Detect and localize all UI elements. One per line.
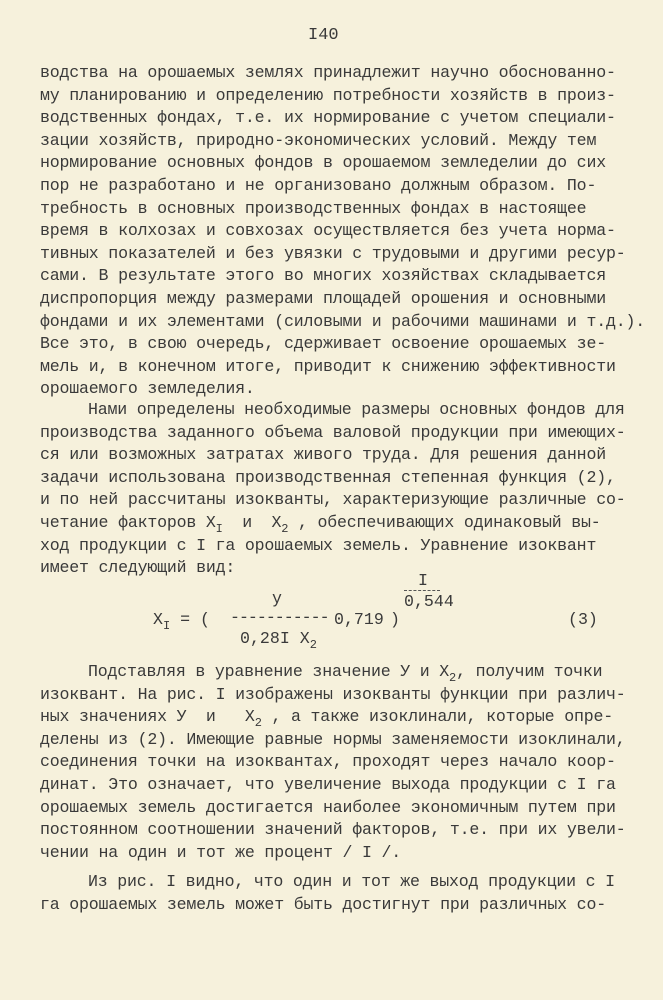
text-line [40,512,625,535]
text-line: орошаемого земледелия. [40,379,255,399]
formula-fraction-bar: ----------- [230,608,329,627]
formula-lhs [153,610,211,633]
text: Подставляя в уравнение значение У и X [88,662,450,681]
text-line: фондами и их элементами (силовыми и рабочими машинами и т.д.). [40,311,645,331]
text-line: мель и, в конечном итоге, приводит к снижению эффективности [40,356,616,376]
text-line: и по ней рассчитаны изокванты, характеризующие различные со- [40,490,626,510]
text-line: динат. Это означает, что увеличение выхода продукции с I га [40,774,616,794]
text-line: ся или возможных затратах живого труда. Для решения данной [40,445,606,465]
text-line: сами. В результате этого во многих хозяйствах складывается [40,266,606,286]
subscript: I [215,521,223,536]
paragraph-2 [40,399,625,580]
text: 0,28I X [240,629,310,648]
text-line: га орошаемых земель может быть достигнут при различных со- [40,894,606,914]
text-line: чении на один и тот же процент / I /. [40,842,402,862]
text: , обеспечивающих одинаковый вы- [288,512,601,532]
text-line: задачи использована производственная степенная функция (2), [40,467,616,487]
text: X [153,610,163,629]
subscript: 2 [281,521,289,536]
paragraph-3 [40,661,625,864]
text: и X [222,512,282,532]
text-line: изоквант. На рис. I изображены изокванты функции при различ- [40,684,626,704]
text-line: делены из (2). Имеющие равные нормы заменяемости изоклинали, [40,729,626,749]
text-line: Все это, в свою очередь, сдерживает освоение орошаемых зе- [40,334,606,354]
text: ных значениях У и X [40,707,255,727]
text: = ( [170,610,211,629]
text-line: ход продукции с I га орошаемых земель. Уравнение изоквант [40,535,597,555]
text-line [40,706,625,729]
subscript: 2 [254,716,262,731]
text-line: водственных фондах, т.е. их нормирование с учетом специали- [40,108,616,128]
formula-inner-exponent: 0,719 [334,610,384,629]
equation-number: (3) [568,610,598,629]
text-line: диспропорция между размерами площадей орошения и основными [40,288,606,308]
formula-exponent-numerator: I [404,572,440,591]
text-line: имеет следующий вид: [40,558,236,578]
subscript: I [162,619,171,633]
text: , а также изоклинали, которые опре- [261,707,613,727]
text-line: пор не разработано и не организовано должным образом. По- [40,175,597,195]
formula-numerator: y [272,589,282,608]
subscript: 2 [449,671,457,685]
subscript: 2 [309,638,317,652]
text-line: время в колхозах и совхозах осуществляется без учета норма- [40,221,616,241]
text-line: орошаемых земель достигается наиболее экономичным путем при [40,797,616,817]
text-line: Нами определены необходимые размеры основных фондов для [88,400,625,419]
page-number: I40 [308,26,339,45]
text-line: му планированию и определению потребности хозяйств в произ- [40,85,616,105]
text-line: зации хозяйств, природно-экономических условий. Между тем [40,130,597,150]
text-line: соединения точки на изоквантах, проходят через начало коор- [40,752,616,772]
text: , получим точки [456,662,603,681]
formula-close-paren: ) [390,610,400,629]
text-line: нормирование основных фондов в орошаемом земледелии до сих [40,153,606,173]
text-line [40,661,625,684]
text-line: производства заданного объема валовой продукции при имеющих- [40,422,626,442]
text-line: тивных показателей и без увязки с трудовыми и другими ресур- [40,243,626,263]
paragraph-1 [40,62,645,401]
paragraph-4 [40,871,615,916]
text-line: водства на орошаемых землях принадлежит научно обоснованно- [40,63,616,82]
text-line: постоянном соотношении значений факторов, т.е. при их увели- [40,820,626,840]
text: четание факторов X [40,512,216,532]
formula-exponent-denominator: 0,544 [404,592,454,611]
text-line: Из рис. I видно, что один и тот же выход продукции с I [88,872,615,891]
text-line: требность в основных производственных фондах в настоящее [40,198,587,218]
formula-denominator [240,629,317,652]
